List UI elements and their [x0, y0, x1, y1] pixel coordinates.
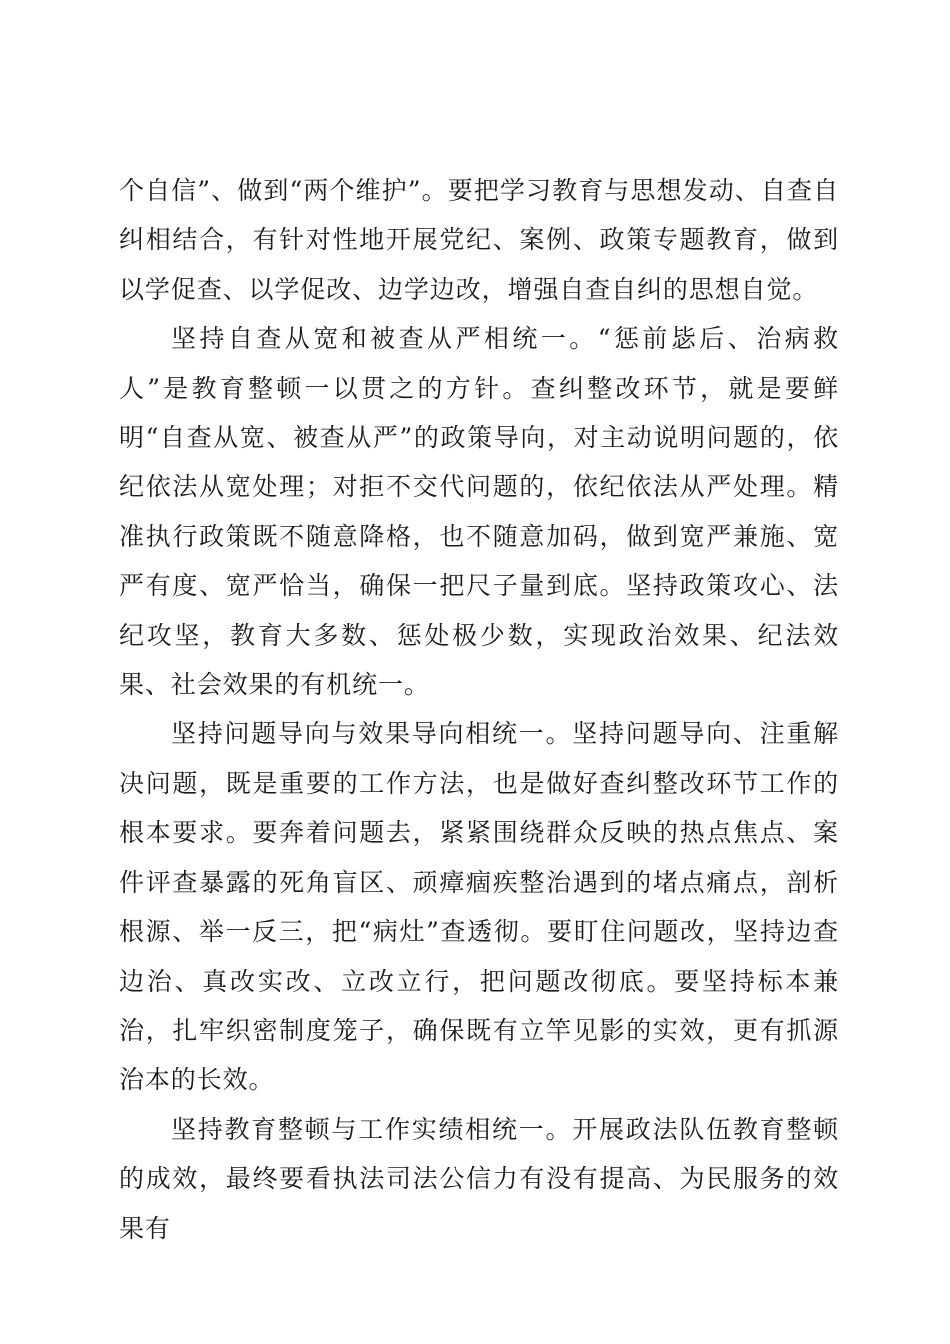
paragraph-rectification-results: 坚持教育整顿与工作实绩相统一。开展政法队伍教育整顿的成效，最终要看执法司法公信力有没有提高、为民服务的效果有	[119, 1114, 839, 1243]
paragraph-continuation: 个自信”、做到“两个维护”。要把学习教育与思想发动、自查自纠相结合，有针对性地开展党纪、案例、政策专题教育，做到以学促查、以学促改、边学边改，增强自查自纠的思想自觉。	[119, 176, 839, 304]
paragraph-lenient-strict: 坚持自查从宽和被查从严相统一。“惩前毖后、治病救人”是教育整顿一以贯之的方针。查纠整改环节，就是要鲜明“自查从宽、被查从严”的政策导向，对主动说明问题的，依纪依法从宽处理；对拒不交代问题的，依纪依法从严处理。精准执行政策既不随意降格，也不随意加码，做到宽严兼施、宽严有度、宽严恰当，确保一把尺子量到底。坚持政策攻心、法纪攻坚，教育大多数、惩处极少数，实现政治效果、纪法效果、社会效果的有机统一。	[119, 324, 839, 700]
paragraph-problem-oriented: 坚持问题导向与效果导向相统一。坚持问题导向、注重解决问题，既是重要的工作方法，也是做好查纠整改环节工作的根本要求。要奔着问题去，紧紧围绕群众反映的热点焦点、案件评查暴露的死角盲区、顽瘴痼疾整治遇到的堵点痛点，剖析根源、举一反三，把“病灶”查透彻。要盯住问题改，坚持边查边治、真改实改、立改立行，把问题改彻底。要坚持标本兼治，扎牢织密制度笼子，确保既有立竿见影的实效，更有抓源治本的长效。	[119, 719, 839, 1095]
body-text	[119, 166, 839, 1253]
